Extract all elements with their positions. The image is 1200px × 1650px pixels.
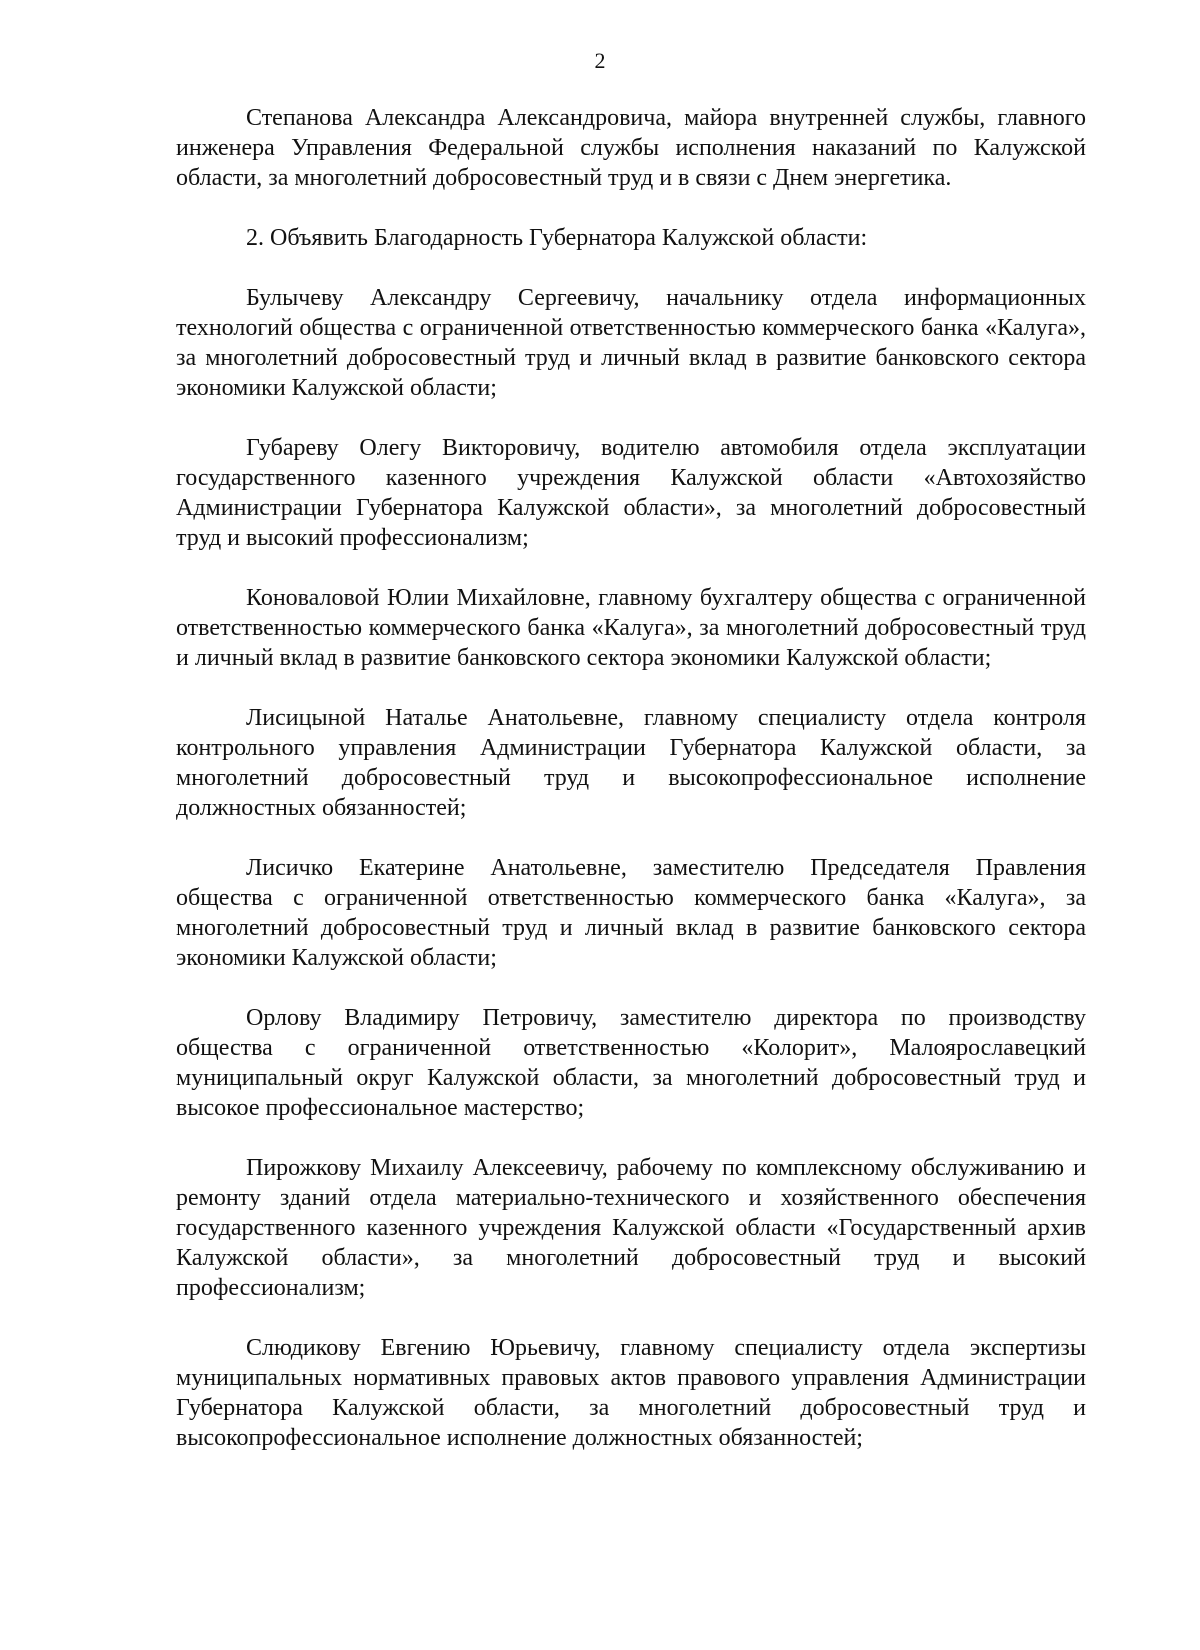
paragraph-stepanov: Степанова Александра Александровича, майора внутренней службы, главного инженера Управления Федеральной службы исполнения наказаний по Калужской области, за многолетний добросовестный труд и в связи с Днем энергетика. <box>176 105 1086 191</box>
document-body <box>176 103 1086 1483</box>
paragraph-orlov: Орлову Владимиру Петровичу, заместителю директора по производству общества с ограниченной ответственностью «Колорит», Малоярославецкий муниципальный округ Калужской области, за многолетний добросовестный труд и высокое профессиональное мастерство; <box>176 1005 1086 1121</box>
paragraph-pirozhkov: Пирожкову Михаилу Алексеевичу, рабочему по комплексному обслуживанию и ремонту зданий отдела материально-технического и хозяйственного обеспечения государственного казенного учреждения Калужской области «Государственный архив Калужской области», за многолетний добросовестный труд и высокий профессионализм; <box>176 1155 1086 1301</box>
paragraph-gubarev: Губареву Олегу Викторовичу, водителю автомобиля отдела эксплуатации государственного казенного учреждения Калужской области «Автохозяйство Администрации Губернатора Калужской области», за многолетний добросовестный труд и высокий профессионализм; <box>176 435 1086 551</box>
paragraph-slyudikov: Слюдикову Евгению Юрьевичу, главному специалисту отдела экспертизы муниципальных нормативных правовых актов правового управления Администрации Губернатора Калужской области, за многолетний добросовестный труд и высокопрофессиональное исполнение должностных обязанностей; <box>176 1335 1086 1451</box>
paragraph-lisichko: Лисичко Екатерине Анатольевне, заместителю Председателя Правления общества с ограниченной ответственностью коммерческого банка «Калуга», за многолетний добросовестный труд и личный вклад в развитие банковского сектора экономики Калужской области; <box>176 855 1086 971</box>
paragraph-section-2-heading: 2. Объявить Благодарность Губернатора Калужской области: <box>246 225 868 251</box>
paragraph-bulychev: Булычеву Александру Сергеевичу, начальнику отдела информационных технологий общества с ограниченной ответственностью коммерческого банка «Калуга», за многолетний добросовестный труд и личный вклад в развитие банковского сектора экономики Калужской области; <box>176 285 1086 401</box>
paragraph-konovalova: Коноваловой Юлии Михайловне, главному бухгалтеру общества с ограниченной ответственностью коммерческого банка «Калуга», за многолетний добросовестный труд и личный вклад в развитие банковского сектора экономики Калужской области; <box>176 585 1086 671</box>
page-number: 2 <box>594 48 606 73</box>
paragraph-lisitsyna: Лисицыной Наталье Анатольевне, главному специалисту отдела контроля контрольного управления Администрации Губернатора Калужской области, за многолетний добросовестный труд и высокопрофессиональное исполнение должностных обязанностей; <box>176 705 1086 821</box>
